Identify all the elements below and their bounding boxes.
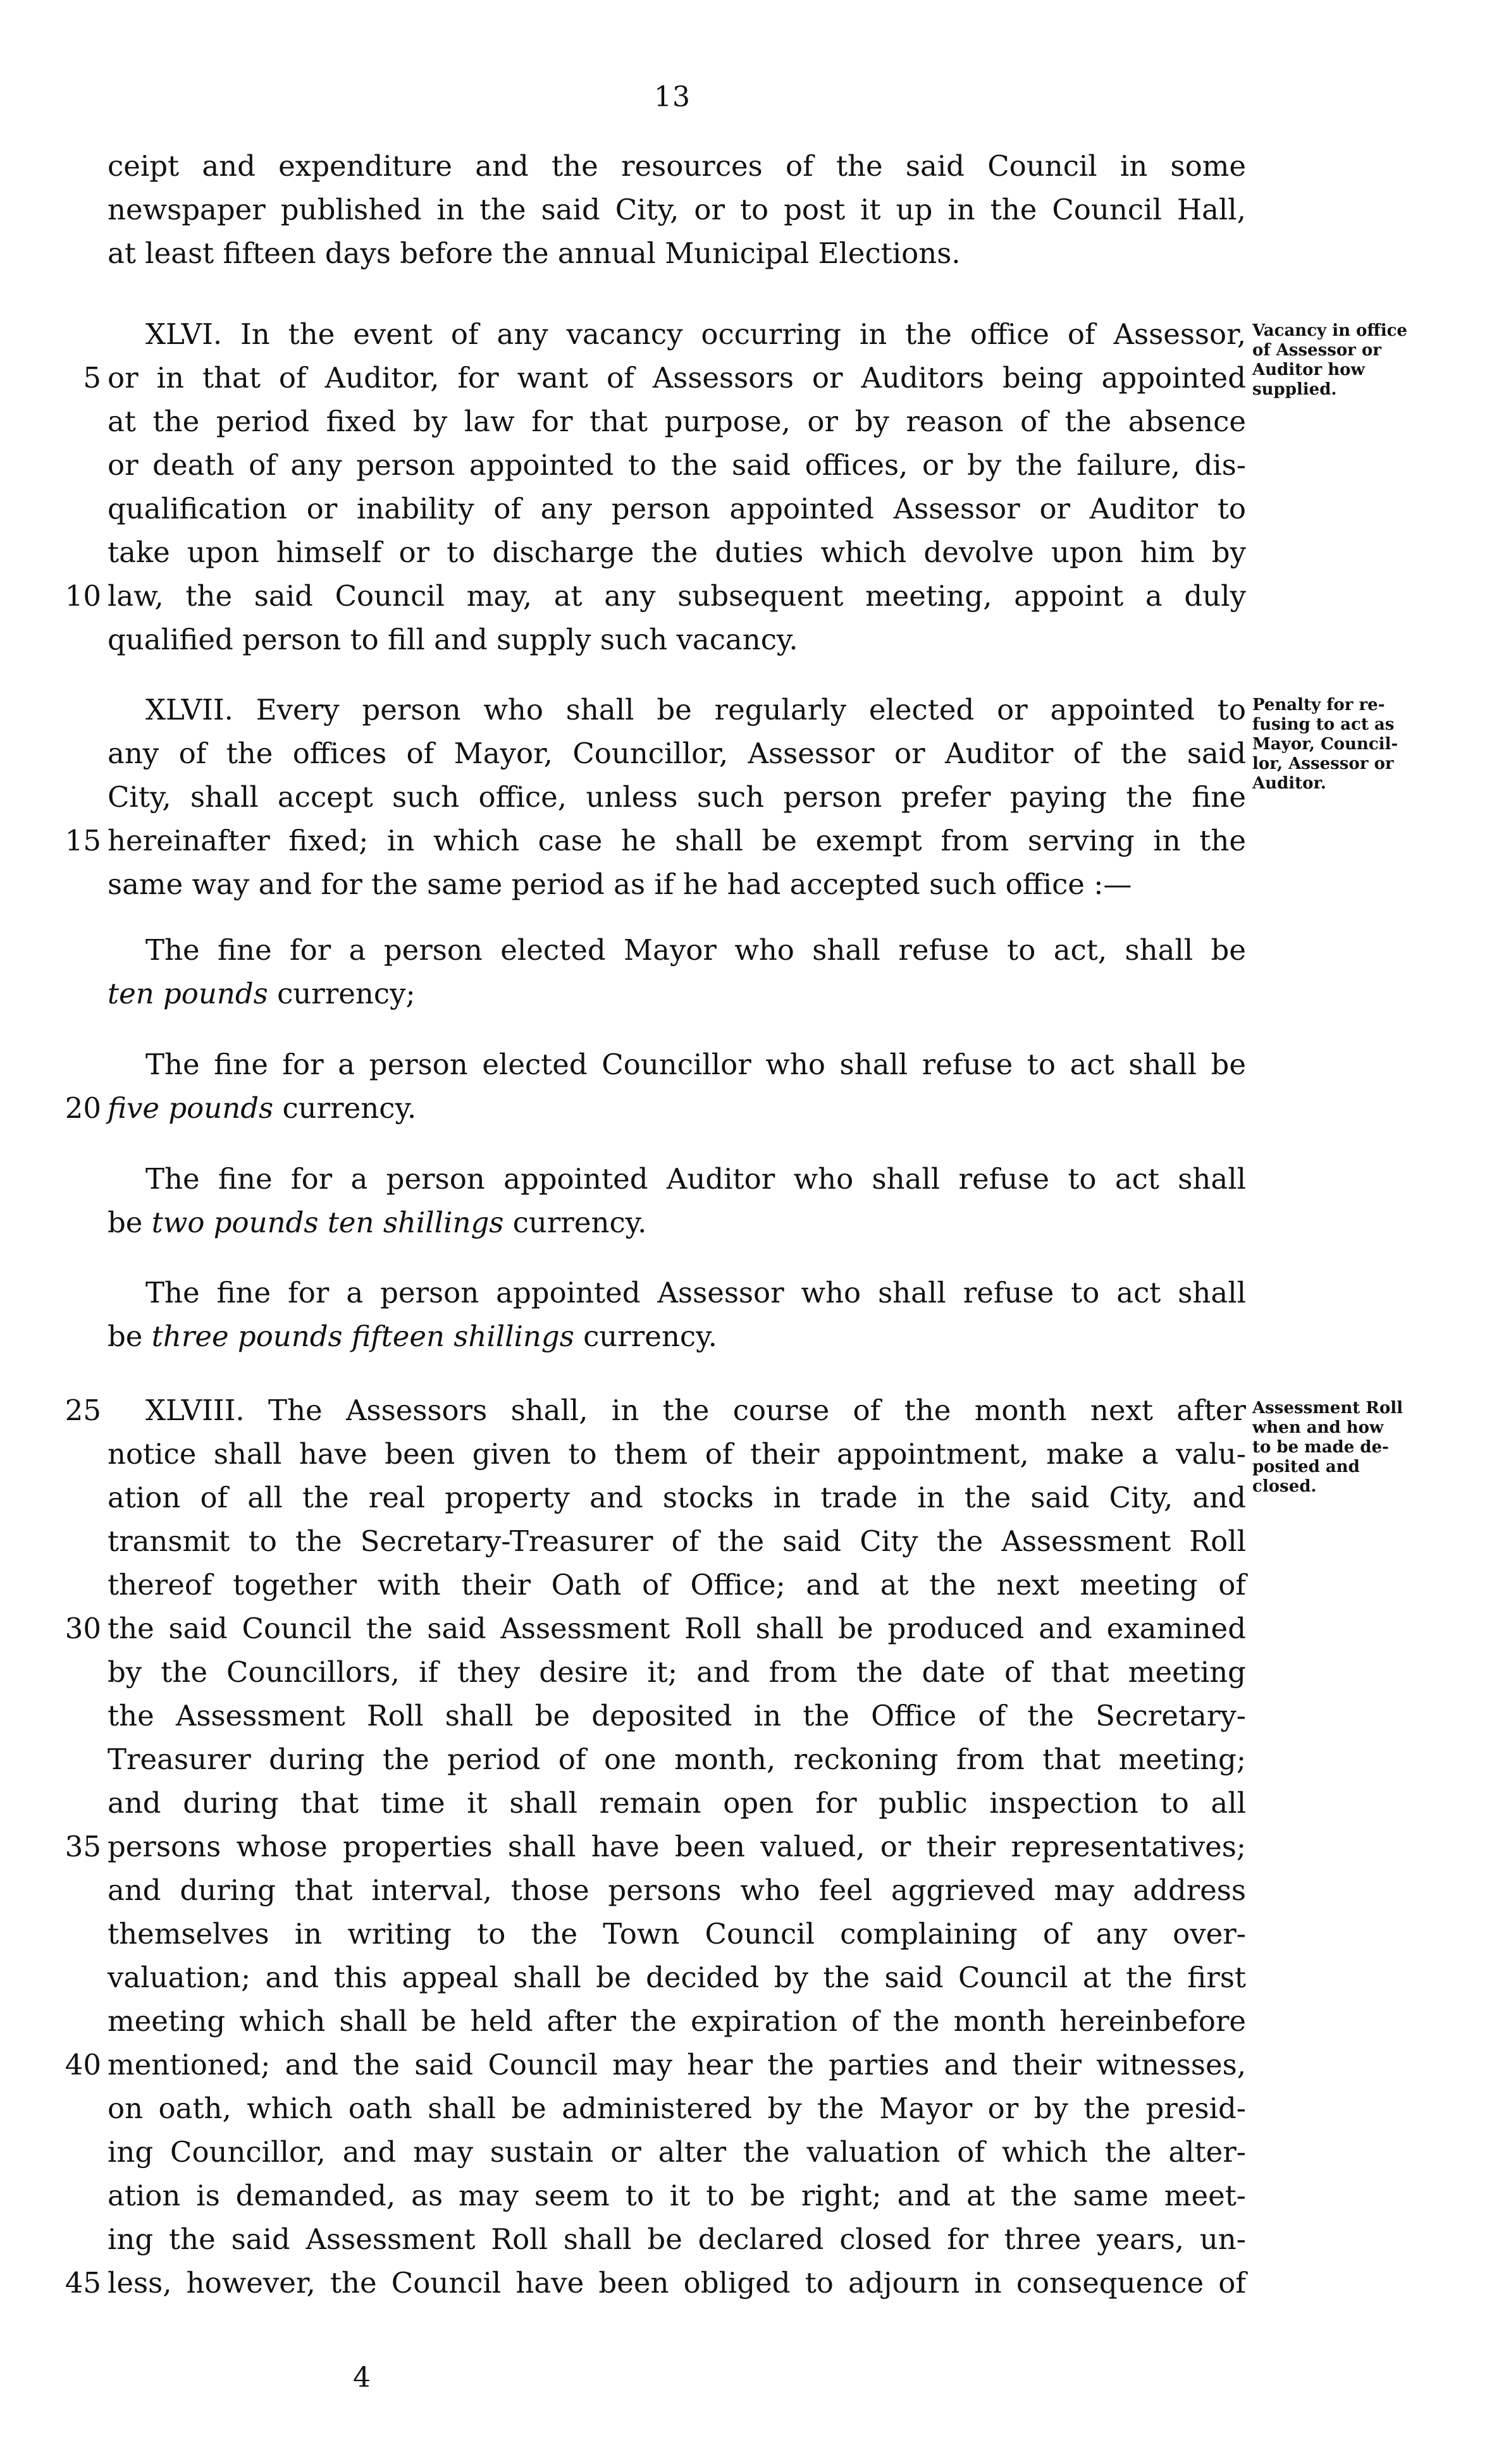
text-line: ing the said Assessment Roll shall be declared closed for three years, un- bbox=[108, 2222, 1246, 2256]
text-line: City, shall accept such office, unless such person prefer paying the fine bbox=[108, 780, 1246, 814]
margin-note-line: Auditor. bbox=[1252, 774, 1326, 793]
margin-note-line: fusing to act as bbox=[1252, 715, 1395, 734]
margin-note-line: Assessment Roll bbox=[1252, 1399, 1403, 1418]
text-line: newspaper published in the said City, or to post it up in the Council Hall, bbox=[108, 193, 1246, 226]
margin-note-line: to be made de- bbox=[1252, 1438, 1389, 1457]
text-line: and during that interval, those persons who feel aggrieved may address bbox=[108, 1873, 1246, 1907]
line-number: 45 bbox=[65, 2266, 101, 2300]
margin-note-line: lor, Assessor or bbox=[1252, 754, 1394, 773]
text-run: currency; bbox=[268, 977, 416, 1010]
text-line bbox=[108, 1086, 1246, 1130]
text-line: take upon himself or to discharge the duties which devolve upon him by bbox=[108, 536, 1246, 569]
fine-mayor bbox=[108, 928, 1246, 1015]
margin-note-line: Mayor, Council- bbox=[1252, 735, 1398, 754]
text-line: at least fifteen days before the annual Municipal Elections. bbox=[108, 236, 961, 270]
text-run: currency. bbox=[574, 1320, 717, 1353]
text-line: notice shall have been given to them of their appointment, make a valu- bbox=[108, 1437, 1246, 1471]
text-line: XLVI. In the event of any vacancy occurring in the office of Assessor, bbox=[145, 317, 1246, 351]
text-run: currency. bbox=[273, 1091, 417, 1125]
margin-note-vacancy bbox=[1252, 321, 1461, 400]
line-number: 35 bbox=[65, 1830, 101, 1863]
text-line: themselves in writing to the Town Council complaining of any over- bbox=[108, 1917, 1246, 1951]
text-line: ing Councillor, and may sustain or alter the valuation of which the alter- bbox=[108, 2135, 1246, 2169]
text-line: thereof together with their Oath of Office; and at the next meeting of bbox=[108, 1568, 1246, 1602]
text-line: mentioned; and the said Council may hear the parties and their witnesses, bbox=[108, 2048, 1246, 2081]
text-line: by the Councillors, if they desire it; and from the date of that meeting bbox=[108, 1655, 1246, 1689]
text-run: currency. bbox=[503, 1206, 647, 1239]
margin-note-line: Penalty for re- bbox=[1252, 696, 1385, 714]
text-line: and during that time it shall remain open for public inspection to all bbox=[108, 1786, 1246, 1820]
margin-note-line: supplied. bbox=[1252, 380, 1337, 399]
section-xlvii bbox=[108, 688, 1246, 906]
text-line: transmit to the Secretary-Treasurer of the said City the Assessment Roll bbox=[108, 1524, 1246, 1558]
text-line: ation is demanded, as may seem to it to be right; and at the same meet- bbox=[108, 2179, 1246, 2212]
margin-note-line: Auditor how bbox=[1252, 360, 1365, 379]
text-line: qualified person to fill and supply such vacancy. bbox=[108, 623, 798, 656]
text-line: ceipt and expenditure and the resources of the said Council in some bbox=[108, 149, 1246, 183]
text-line: the said Council the said Assessment Roll shall be produced and examined bbox=[108, 1612, 1246, 1645]
line-number: 20 bbox=[65, 1091, 101, 1125]
text-line bbox=[108, 972, 1246, 1015]
text-line bbox=[108, 1201, 1246, 1244]
margin-note-line: posited and bbox=[1252, 1457, 1360, 1476]
text-run: be bbox=[108, 1320, 152, 1353]
body-text bbox=[108, 144, 1246, 275]
margin-note-line: when and how bbox=[1252, 1418, 1384, 1437]
margin-note-line: of Assessor or bbox=[1252, 341, 1381, 360]
margin-note-assessment bbox=[1252, 1399, 1461, 1497]
text-line: or death of any person appointed to the said offices, or by the failure, dis- bbox=[108, 448, 1246, 482]
text-line bbox=[108, 1315, 1246, 1358]
text-line: or in that of Auditor, for want of Assessors or Auditors being appointed bbox=[108, 361, 1246, 395]
text-line: The fine for a person elected Councillor who shall refuse to act shall be bbox=[145, 1048, 1246, 1081]
text-line: XLVII. Every person who shall be regularly elected or appointed to bbox=[145, 693, 1246, 726]
line-number: 5 bbox=[83, 361, 101, 395]
fine-amount: five pounds bbox=[108, 1091, 274, 1125]
text-line: persons whose properties shall have been valued, or their representatives; bbox=[108, 1830, 1246, 1863]
fine-auditor bbox=[108, 1157, 1246, 1244]
fine-amount: ten pounds bbox=[108, 977, 268, 1010]
line-number: 10 bbox=[65, 579, 101, 613]
margin-note-penalty bbox=[1252, 696, 1461, 794]
text-line: The fine for a person appointed Auditor who shall refuse to act shall bbox=[145, 1162, 1246, 1196]
text-line: Treasurer during the period of one month, reckoning from that meeting; bbox=[108, 1743, 1246, 1776]
text-line: meeting which shall be held after the expiration of the month hereinbefore bbox=[108, 2004, 1246, 2038]
text-line: any of the offices of Mayor, Councillor, Assessor or Auditor of the said bbox=[108, 737, 1246, 770]
text-line: valuation; and this appeal shall be decided by the said Council at the first bbox=[108, 1961, 1246, 1994]
text-line: The fine for a person elected Mayor who shall refuse to act, shall be bbox=[145, 933, 1246, 967]
fine-amount: three pounds fifteen shillings bbox=[151, 1320, 574, 1353]
paragraph-continuation bbox=[108, 144, 1246, 275]
fine-councillor bbox=[108, 1043, 1246, 1130]
signature-mark: 4 bbox=[353, 2362, 371, 2394]
line-number: 40 bbox=[65, 2048, 101, 2081]
text-run: be bbox=[108, 1206, 152, 1239]
text-line: same way and for the same period as if he had accepted such office :— bbox=[108, 867, 1132, 901]
text-line: law, the said Council may, at any subsequent meeting, appoint a duly bbox=[108, 579, 1246, 613]
text-line: hereinafter fixed; in which case he shall be exempt from serving in the bbox=[108, 824, 1246, 857]
section-xlvi bbox=[108, 312, 1246, 661]
line-number: 30 bbox=[65, 1612, 101, 1645]
text-line: XLVIII. The Assessors shall, in the course of the month next after bbox=[145, 1394, 1246, 1427]
section-xlviii bbox=[108, 1388, 1246, 2305]
fine-amount: two pounds ten shillings bbox=[151, 1206, 504, 1239]
text-line: ation of all the real property and stocks in trade in the said City, and bbox=[108, 1481, 1246, 1514]
fine-assessor bbox=[108, 1271, 1246, 1358]
text-line: the Assessment Roll shall be deposited in the Office of the Secretary- bbox=[108, 1699, 1246, 1732]
margin-note-line: Vacancy in office bbox=[1252, 321, 1407, 340]
page-number: 13 bbox=[654, 81, 691, 113]
text-line: qualification or inability of any person appointed Assessor or Auditor to bbox=[108, 492, 1246, 525]
line-number: 15 bbox=[65, 824, 101, 857]
text-line: less, however, the Council have been obliged to adjourn in consequence of bbox=[108, 2266, 1246, 2300]
text-line: on oath, which oath shall be administered by the Mayor or by the presid- bbox=[108, 2092, 1246, 2125]
margin-note-line: closed. bbox=[1252, 1477, 1317, 1496]
line-number: 25 bbox=[65, 1394, 101, 1427]
text-line: The fine for a person appointed Assessor who shall refuse to act shall bbox=[145, 1276, 1246, 1309]
text-line: at the period fixed by law for that purpose, or by reason of the absence bbox=[108, 405, 1246, 438]
